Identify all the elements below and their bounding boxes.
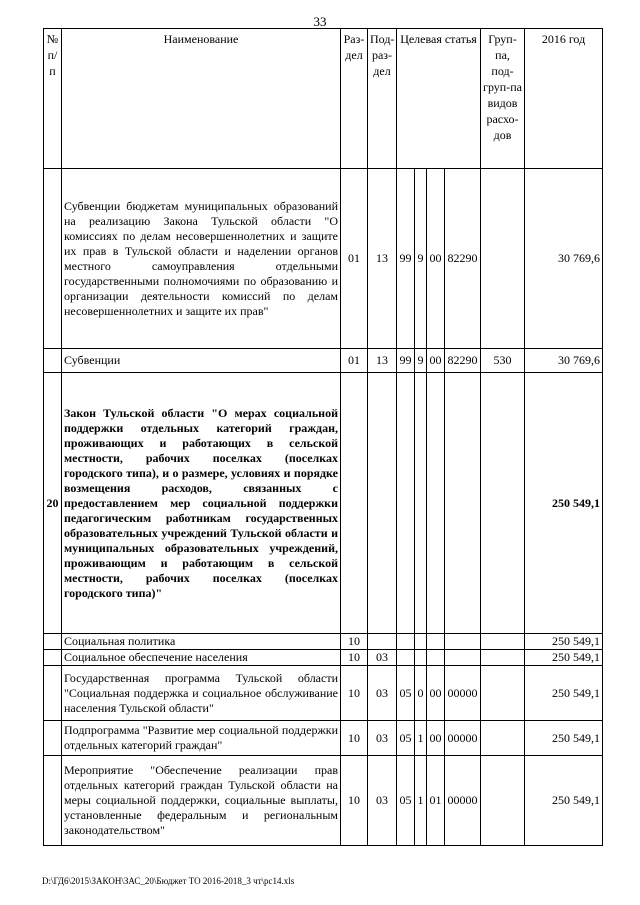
row-group [481,169,525,349]
row-razdel: 10 [341,721,368,756]
row-number [44,634,62,650]
row-razdel: 01 [341,169,368,349]
header-num: № п/п [44,29,62,169]
row-target-program: 05 [397,756,415,846]
row-razdel: 10 [341,666,368,721]
row-target-program: 99 [397,169,415,349]
row-target-program [397,650,415,666]
row-target-program [397,634,415,650]
row-target-event: 00 [427,169,445,349]
row-amount: 250 549,1 [525,373,603,634]
table-row [44,650,603,666]
page-number: 33 [313,14,327,29]
row-name: Социальное обеспечение населения [62,650,341,666]
row-target-subprogram: 0 [415,666,427,721]
row-name: Закон Тульской области "О мерах социальной поддержки отдельных категорий граждан, проживающих и работающих в сельской местности, рабочих поселках (поселках городского типа), и о размере, условиях и порядке возмещения расходов, связанных с предоставлением мер социальной поддержки педагогическим работникам государственных образовательных учреждений Тульской области и муниципальных образовательных учреждений, проживающим и работающим в сельской местности, рабочих поселках (поселках городского типа)" [62,373,341,634]
row-group [481,666,525,721]
row-podrazdel: 03 [368,666,397,721]
row-target-direction: 00000 [445,756,481,846]
row-target-subprogram [415,373,427,634]
row-name: Субвенции бюджетам муниципальных образований на реализацию Закона Тульской области "О комиссиях по делам несовершеннолетних и защите их прав в Тульской области и наделении органов местного самоуправления отдельными государственными полномочиями по образованию и организации деятельности комиссий по делам несовершеннолетних и защите их прав" [62,169,341,349]
row-podrazdel: 13 [368,349,397,373]
row-group [481,634,525,650]
table-row [44,666,603,721]
row-target-subprogram: 1 [415,721,427,756]
row-target-subprogram: 1 [415,756,427,846]
row-amount: 250 549,1 [525,756,603,846]
row-amount: 250 549,1 [525,666,603,721]
row-amount: 250 549,1 [525,650,603,666]
row-target-event: 01 [427,756,445,846]
row-target-event [427,650,445,666]
row-group [481,650,525,666]
row-razdel: 10 [341,650,368,666]
table-row [44,373,603,634]
row-group: 530 [481,349,525,373]
row-razdel: 10 [341,756,368,846]
row-razdel: 10 [341,634,368,650]
row-podrazdel: 03 [368,650,397,666]
row-target-program: 99 [397,349,415,373]
row-podrazdel: 03 [368,721,397,756]
row-group [481,373,525,634]
row-target-program [397,373,415,634]
row-razdel [341,373,368,634]
row-number [44,666,62,721]
row-name: Субвенции [62,349,341,373]
row-target-direction [445,650,481,666]
row-name: Мероприятие "Обеспечение реализации прав отдельных категорий граждан Тульской области на меры социальной поддержки, социальные выплаты, установленные федеральным и региональным законодательством" [62,756,341,846]
row-podrazdel: 03 [368,756,397,846]
row-target-direction [445,634,481,650]
table-row [44,756,603,846]
row-podrazdel [368,373,397,634]
row-target-program: 05 [397,721,415,756]
row-target-subprogram: 9 [415,169,427,349]
table-row [44,721,603,756]
header-name: Наименование [62,29,341,169]
row-target-direction: 00000 [445,721,481,756]
row-number [44,349,62,373]
row-group [481,756,525,846]
row-name: Государственная программа Тульской области "Социальная поддержка и социальное обслуживание населения Тульской области" [62,666,341,721]
table-row [44,634,603,650]
row-target-event: 00 [427,721,445,756]
file-path-footer: D:\ГД6\2015\ЗАКОН\ЗАС_20\Бюджет ТО 2016-2018_3 чт\рс14.xls [42,876,295,886]
row-target-event: 00 [427,349,445,373]
row-target-subprogram: 9 [415,349,427,373]
header-target: Целевая статья [397,29,481,169]
row-number [44,650,62,666]
row-podrazdel [368,634,397,650]
row-amount: 250 549,1 [525,721,603,756]
row-target-event [427,634,445,650]
row-razdel: 01 [341,349,368,373]
row-amount: 250 549,1 [525,634,603,650]
row-target-subprogram [415,634,427,650]
table-row [44,169,603,349]
row-group [481,721,525,756]
row-target-direction: 00000 [445,666,481,721]
row-target-program: 05 [397,666,415,721]
header-year: 2016 год [525,29,603,169]
row-target-event [427,373,445,634]
table-row [44,349,603,373]
row-number [44,756,62,846]
row-target-direction: 82290 [445,349,481,373]
row-podrazdel: 13 [368,169,397,349]
row-number [44,169,62,349]
row-target-direction: 82290 [445,169,481,349]
row-target-subprogram [415,650,427,666]
budget-table [43,28,603,846]
row-amount: 30 769,6 [525,349,603,373]
row-number: 20 [44,373,62,634]
table-header [44,29,603,169]
header-podrazdel: Под-раз-дел [368,29,397,169]
header-razdel: Раз-дел [341,29,368,169]
row-target-event: 00 [427,666,445,721]
row-amount: 30 769,6 [525,169,603,349]
row-name: Социальная политика [62,634,341,650]
row-name: Подпрограмма "Развитие мер социальной поддержки отдельных категорий граждан" [62,721,341,756]
row-number [44,721,62,756]
row-target-direction [445,373,481,634]
header-group: Груп-па, под-груп-па видов расхо-дов [481,29,525,169]
